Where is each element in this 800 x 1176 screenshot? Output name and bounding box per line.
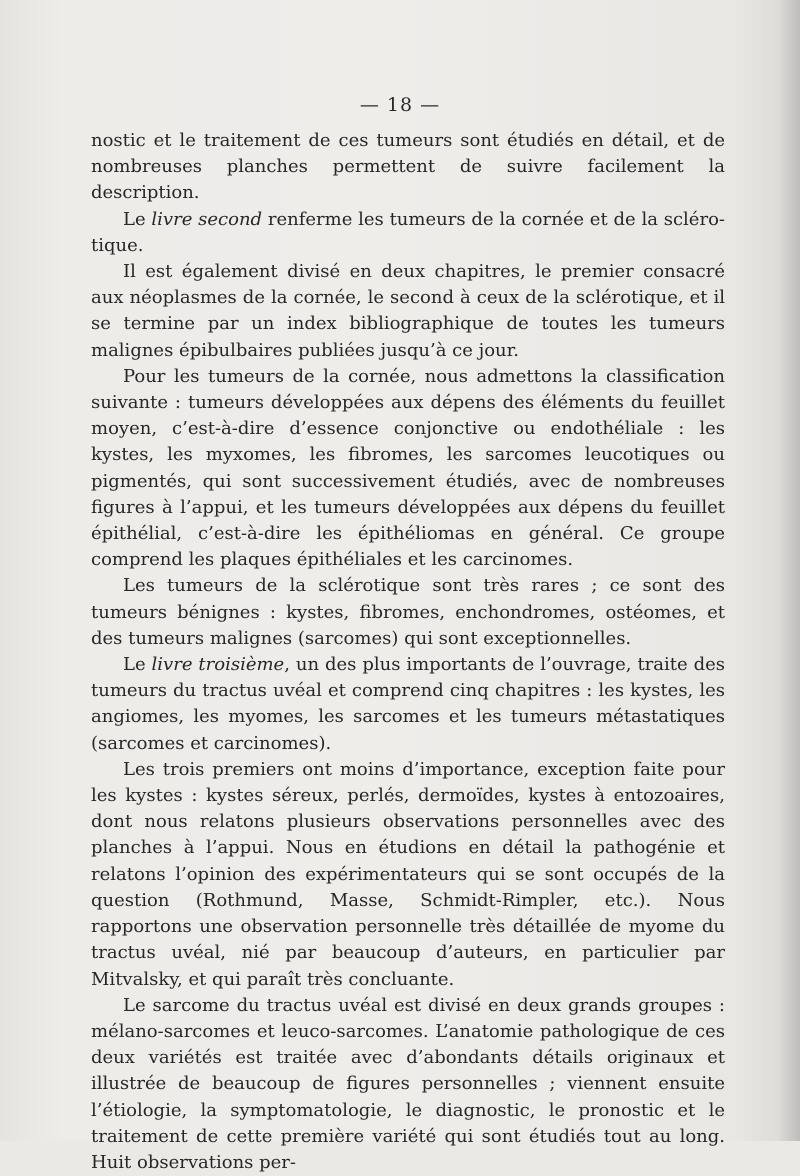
page-edge-shadow [778,0,800,1141]
paragraph: Pour les tumeurs de la cornée, nous admettons la classification suivante : tumeurs développées aux dépens des éléments du feuillet moyen, c’est-à-dire d’essence conjonctive ou endothéliale : les kystes, les myxomes, les fibromes, les sarcomes leucotiques ou pigmentés, qui sont successivement étudiés, avec de nombreuses figures à l’appui, et les tumeurs développées aux dépens du feuillet épithélial, c’est-à-dire les épithéliomas en général. Ce groupe comprend les plaques épithéliales et les carcinomes. [91,365,725,571]
paragraph: Il est également divisé en deux chapitres, le premier consacré aux néoplasmes de la cornée, le second à ceux de la sclérotique, et il se termine par un index bibliographique de toutes les tumeurs malignes épibulbaires publiées jusqu’à ce jour. [91,261,725,361]
page-number: — 18 — [359,94,441,116]
italic-title: livre second [151,208,263,230]
paragraph-livre-second [91,207,725,259]
paragraph-text: Le [123,208,152,230]
paragraph-text: , un des plus importants de l’ouvrage, traite des tumeurs du tractus uvéal et comprend cinq chapitres : les kystes, les angiomes, les myomes, les sarcomes et les tumeurs métastatiques (sarcomes et carcinomes). [91,654,725,754]
paragraph-text: Le [123,654,152,676]
body-text [91,128,725,1176]
paragraph-text: renferme les tumeurs de la cornée et de la sclérotique. [91,208,725,256]
paragraph: Les trois premiers ont moins d’importance, exception faite pour les kystes : kystes séreux, perlés, dermoïdes, kystes à entozoaires, dont nous relatons plusieurs observations personnelles avec des planches à l’appui. Nous en étudions en détail la pathogénie et relatons l’opinion des expérimentateurs qui se sont occupés de la question (Rothmund, Masse, Schmidt-Rimpler, etc.). Nous rapportons une observation personnelle très détaillée de myome du tractus uvéal, nié par beaucoup d’auteurs, en particulier par Mitvalsky, et qui paraît très concluante. [91,758,725,990]
italic-title: livre troisième [151,654,285,676]
paragraph: Le sarcome du tractus uvéal est divisé en deux grands groupes : mélano-sarcomes et leuco-sarcomes. L’anatomie pathologique de ces deux variétés est traitée avec d’abondants détails originaux et illustrée de beaucoup de figures personnelles ; viennent ensuite l’étiologie, la symptomatologie, le diagnostic, le pronostic et le traitement de cette première variété qui sont étudiés tout au long. Huit observations per- [91,994,725,1173]
paragraph: Les tumeurs de la sclérotique sont très rares ; ce sont des tumeurs bénignes : kystes, fibromes, enchondromes, ostéomes, et des tumeurs malignes (sarcomes) qui sont exceptionnelles. [91,575,725,649]
paragraph-livre-troisieme [91,652,725,757]
paragraph-continuation: nostic et le traitement de ces tumeurs sont étudiés en détail, et de nombreuses planches permettent de suivre facilement la description. [91,130,725,204]
